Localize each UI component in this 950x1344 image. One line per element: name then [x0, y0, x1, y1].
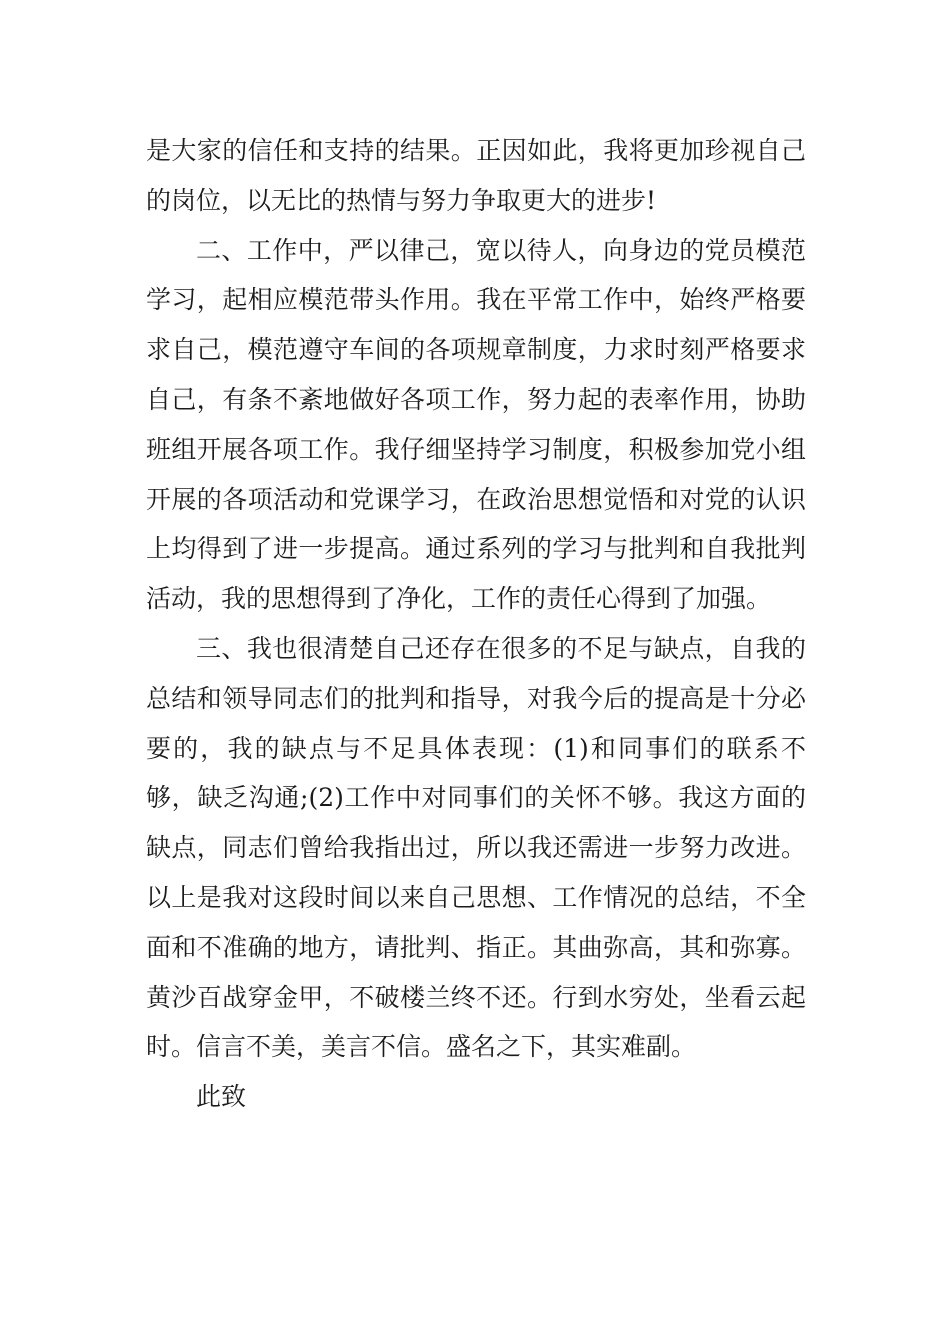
- paragraph-continuation: 是大家的信任和支持的结果。正因如此，我将更加珍视自己的岗位，以无比的热情与努力争取更大的进步!: [146, 136, 806, 215]
- paragraph-shortcomings: 三、我也很清楚自己还存在很多的不足与缺点，自我的总结和领导同志们的批判和指导，对我今后的提高是十分必要的，我的缺点与不足具体表现：(1)和同事们的联系不够，缺乏沟通;(2)工作中对同事们的关怀不够。我这方面的缺点，同志们曾给我指出过，所以我还需进一步努力改进。以上是我对这段时间以来自己思想、工作情况的总结，不全面和不准确的地方，请批判、指正。其曲弥高，其和弥寡。黄沙百战穿金甲，不破楼兰终不还。行到水穷处，坐看云起时。信言不美，美言不信。盛名之下，其实难副。: [146, 633, 806, 1062]
- paragraph-work-conduct: 二、工作中，严以律己，宽以待人，向身边的党员模范学习，起相应模范带头作用。我在平常工作中，始终严格要求自己，模范遵守车间的各项规章制度，力求时刻严格要求自己，有条不紊地做好各项工作，努力起的表率作用，协助班组开展各项工作。我仔细坚持学习制度，积极参加党小组开展的各项活动和党课学习，在政治思想觉悟和对党的认识上均得到了进一步提高。通过系列的学习与批判和自我批判活动，我的思想得到了净化，工作的责任心得到了加强。: [146, 235, 806, 614]
- document-body: [146, 126, 806, 1122]
- closing-salutation: 此致: [196, 1082, 247, 1112]
